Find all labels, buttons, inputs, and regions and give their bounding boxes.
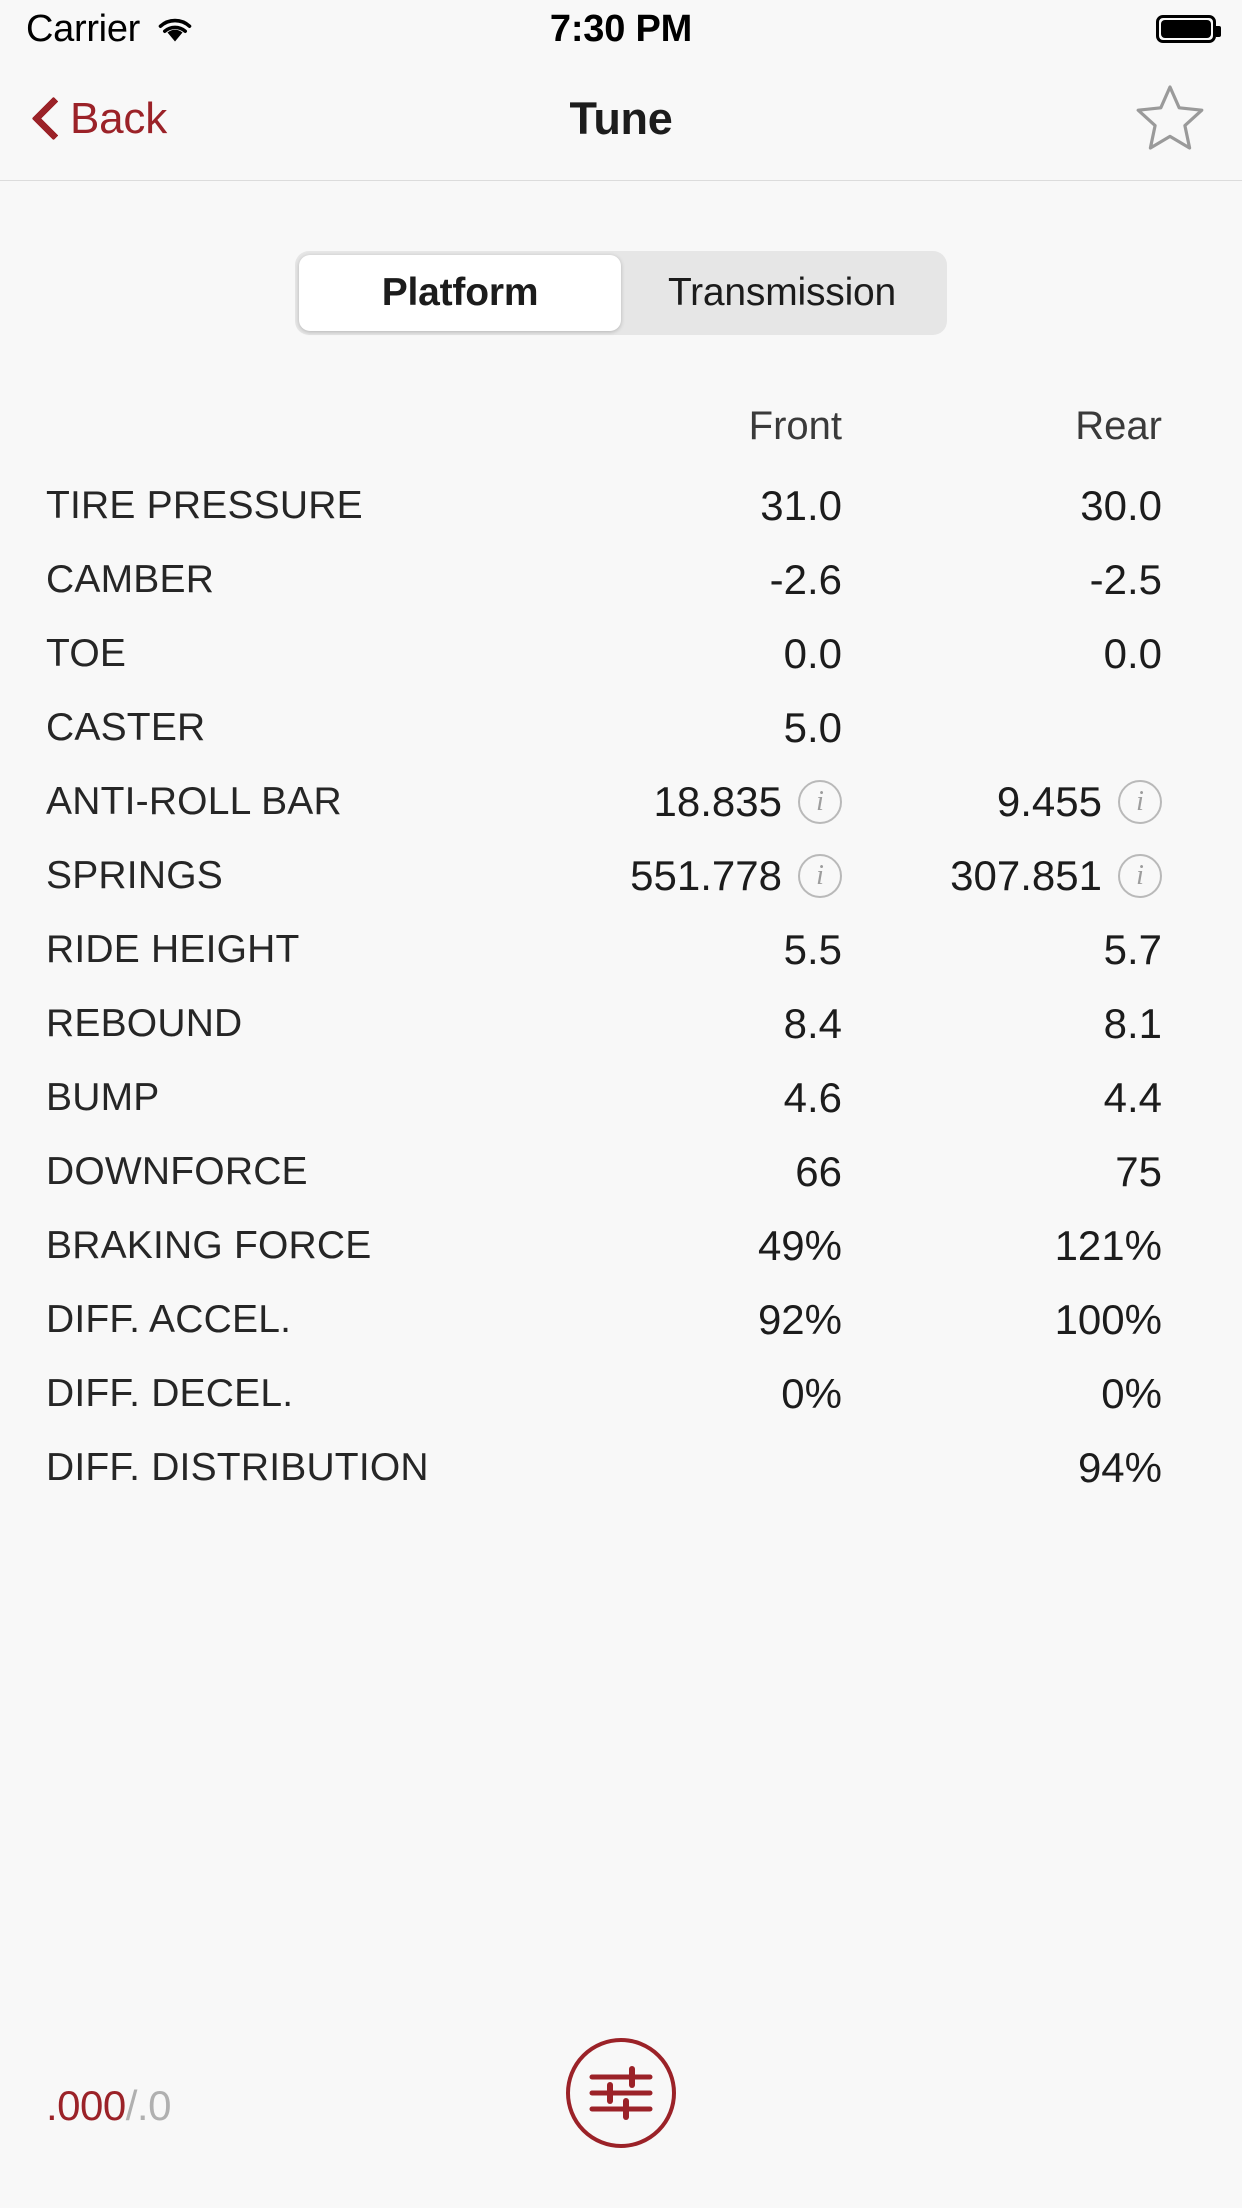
- row-value-rear: [926, 1370, 1198, 1418]
- score-max: .0: [136, 2082, 171, 2129]
- favorite-button[interactable]: [1132, 83, 1208, 155]
- row-label: BRAKING FORCE: [46, 1224, 372, 1267]
- score-current: .000: [46, 2082, 126, 2129]
- row-value-rear: [926, 482, 1198, 530]
- row-label: RIDE HEIGHT: [46, 928, 300, 971]
- row-label: BUMP: [46, 1076, 160, 1119]
- info-icon[interactable]: i: [798, 854, 842, 898]
- row-value-front: [606, 1296, 926, 1344]
- value-text: -2.5: [1089, 556, 1162, 603]
- info-icon[interactable]: i: [1118, 780, 1162, 824]
- row-label: ANTI-ROLL BAR: [46, 780, 342, 823]
- row-label: TIRE PRESSURE: [46, 484, 363, 527]
- table-row[interactable]: [46, 913, 1198, 987]
- row-value-front: [606, 1074, 926, 1122]
- star-outline-icon: [1132, 81, 1208, 158]
- footer-bar: [0, 1978, 1242, 2208]
- table-row[interactable]: [46, 691, 1198, 765]
- row-value-rear: [926, 1148, 1198, 1196]
- status-bar: [0, 0, 1242, 58]
- row-value-rear: [926, 1444, 1198, 1492]
- status-time: 7:30 PM: [549, 7, 693, 50]
- row-value-rear: [926, 1296, 1198, 1344]
- tune-table: [0, 383, 1242, 1505]
- value-text: 4.4: [1103, 1074, 1162, 1121]
- value-text: 0%: [1101, 1370, 1162, 1417]
- value-text: 92%: [757, 1296, 842, 1343]
- back-button-label: Back: [70, 94, 168, 143]
- info-icon[interactable]: i: [1118, 854, 1162, 898]
- row-value-front: [606, 852, 926, 900]
- row-value-rear: [926, 1074, 1198, 1122]
- value-text: 30.0: [1080, 482, 1162, 529]
- table-row[interactable]: [46, 1431, 1198, 1505]
- value-text: 0%: [781, 1370, 842, 1417]
- chevron-left-icon: [34, 97, 60, 141]
- value-text: 75: [1115, 1148, 1162, 1195]
- table-header-front: Front: [748, 403, 842, 448]
- row-value-front: [606, 1148, 926, 1196]
- tune-action-button[interactable]: [566, 2038, 676, 2148]
- back-button[interactable]: [34, 94, 167, 144]
- table-row[interactable]: [46, 1209, 1198, 1283]
- value-text: 8.4: [783, 1000, 842, 1047]
- value-text: 5.0: [783, 704, 842, 751]
- table-row[interactable]: [46, 1283, 1198, 1357]
- table-row[interactable]: [46, 469, 1198, 543]
- value-text: 5.7: [1103, 926, 1162, 973]
- battery-icon: [1156, 15, 1216, 43]
- value-text: 8.1: [1103, 1000, 1162, 1047]
- row-value-rear: [926, 926, 1198, 974]
- row-label: CAMBER: [46, 558, 215, 601]
- row-label: DIFF. ACCEL.: [46, 1298, 292, 1341]
- table-row[interactable]: [46, 839, 1198, 913]
- value-text: 307.851: [950, 852, 1102, 899]
- row-label: TOE: [46, 632, 127, 675]
- value-text: 9.455: [996, 778, 1102, 825]
- value-text: 0.0: [783, 630, 842, 677]
- row-value-front: [606, 704, 926, 752]
- row-label: REBOUND: [46, 1002, 243, 1045]
- segmented-control[interactable]: [295, 251, 947, 335]
- value-text: 100%: [1054, 1296, 1162, 1343]
- row-label: DOWNFORCE: [46, 1150, 308, 1193]
- row-label: DIFF. DISTRIBUTION: [46, 1446, 429, 1489]
- row-value-rear: [926, 778, 1198, 826]
- value-text: 66: [795, 1148, 842, 1195]
- table-body: [46, 469, 1198, 1505]
- row-value-front: [606, 1000, 926, 1048]
- row-value-front: [606, 778, 926, 826]
- row-value-front: [606, 926, 926, 974]
- score-display: [46, 2082, 171, 2130]
- value-text: -2.6: [769, 556, 842, 603]
- table-row[interactable]: [46, 987, 1198, 1061]
- score-separator: /: [125, 2082, 137, 2129]
- row-value-rear: [926, 556, 1198, 604]
- row-value-rear: [926, 852, 1198, 900]
- table-header-row: [46, 383, 1198, 469]
- value-text: 49%: [757, 1222, 842, 1269]
- row-value-front: [606, 1222, 926, 1270]
- table-row[interactable]: [46, 1061, 1198, 1135]
- value-text: 551.778: [630, 852, 782, 899]
- table-row[interactable]: [46, 1135, 1198, 1209]
- value-text: 94%: [1077, 1444, 1162, 1491]
- table-row[interactable]: [46, 543, 1198, 617]
- table-header-rear: Rear: [1075, 403, 1162, 448]
- row-value-front: [606, 1370, 926, 1418]
- row-value-front: [606, 556, 926, 604]
- row-value-front: [606, 630, 926, 678]
- row-value-rear: [926, 1222, 1198, 1270]
- row-value-rear: [926, 1000, 1198, 1048]
- value-text: 4.6: [783, 1074, 842, 1121]
- info-icon[interactable]: i: [798, 780, 842, 824]
- segmented-control-wrapper: [0, 251, 1242, 335]
- tab-transmission[interactable]: Transmission: [667, 271, 897, 314]
- carrier-label: Carrier: [26, 7, 141, 50]
- row-value-front: [606, 482, 926, 530]
- row-label: DIFF. DECEL.: [46, 1372, 294, 1415]
- value-text: 0.0: [1103, 630, 1162, 677]
- value-text: 5.5: [783, 926, 842, 973]
- status-right: [1156, 15, 1216, 43]
- row-label: SPRINGS: [46, 854, 223, 897]
- value-text: 121%: [1054, 1222, 1162, 1269]
- table-row[interactable]: [46, 617, 1198, 691]
- tab-platform[interactable]: Platform: [299, 255, 621, 331]
- row-label: CASTER: [46, 706, 206, 749]
- value-text: 18.835: [653, 778, 782, 825]
- row-value-rear: [926, 630, 1198, 678]
- table-row[interactable]: [46, 1357, 1198, 1431]
- value-text: 31.0: [760, 482, 842, 529]
- navigation-bar: [0, 58, 1242, 181]
- page-title: Tune: [569, 93, 673, 144]
- table-row[interactable]: [46, 765, 1198, 839]
- sliders-icon: [588, 2065, 654, 2121]
